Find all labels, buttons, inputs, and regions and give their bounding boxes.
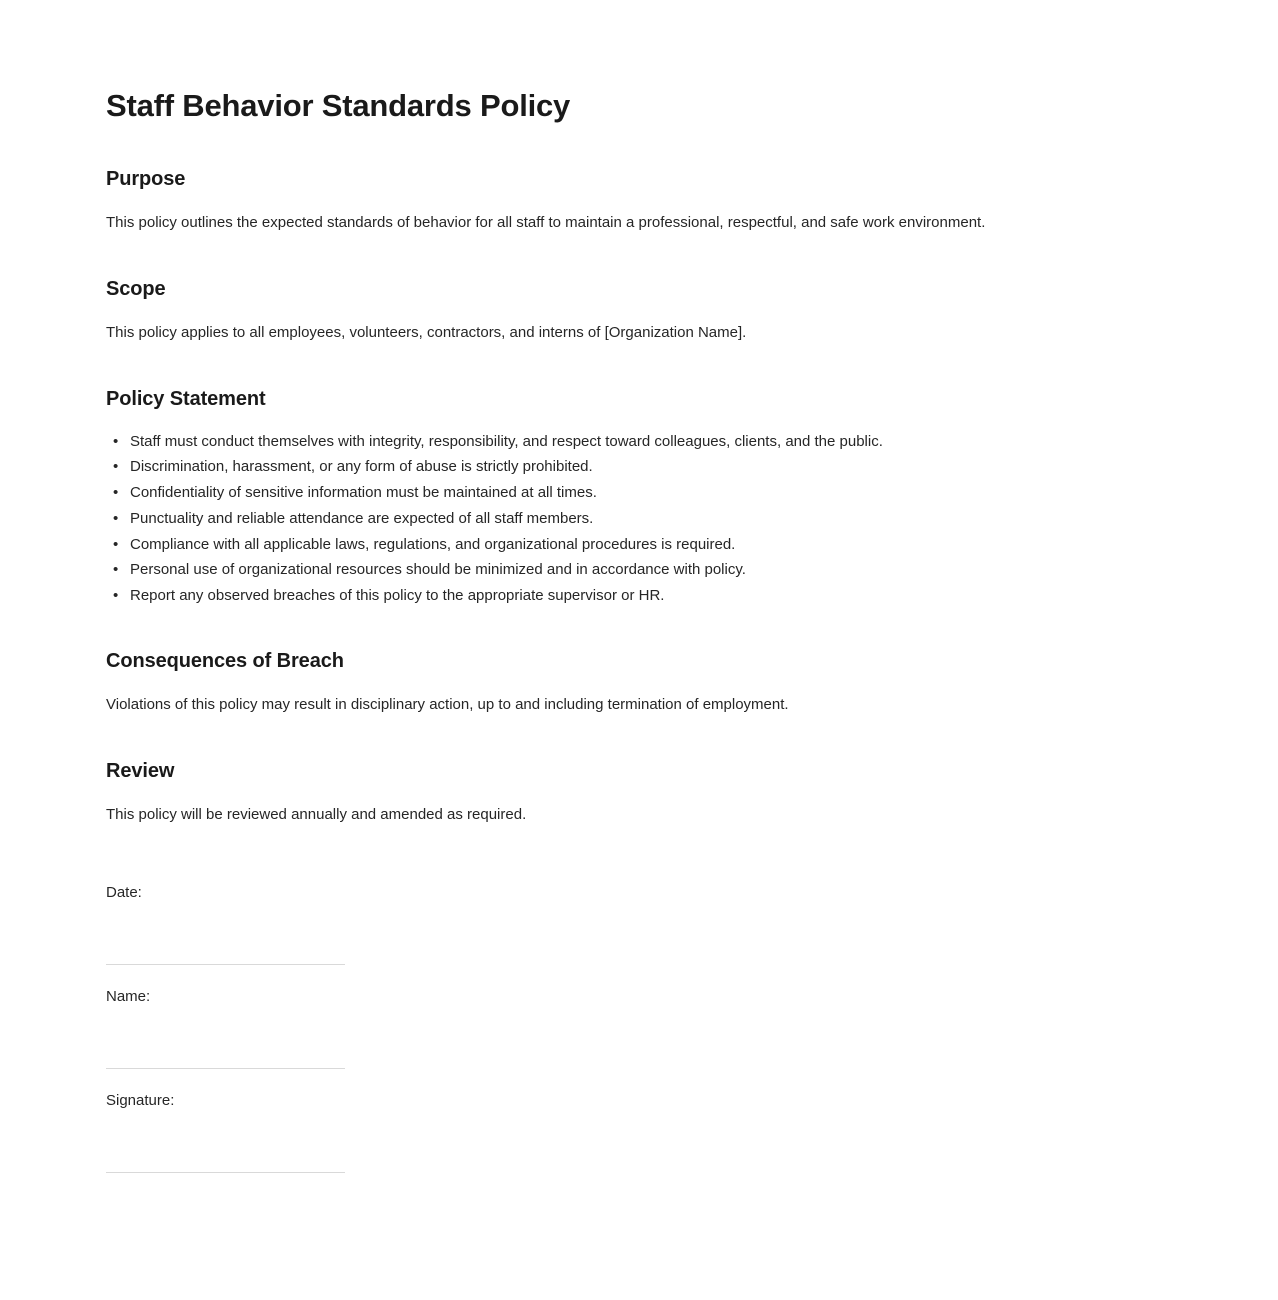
signature-signature-line xyxy=(106,1172,345,1173)
section-body-purpose: This policy outlines the expected standards of behavior for all staff to maintain a professional, respectful, and safe work environment. xyxy=(106,214,986,231)
date-signature-line xyxy=(106,964,345,965)
section-body-consequences: Violations of this policy may result in disciplinary action, up to and including termination of employment. xyxy=(106,696,789,714)
section-consequences xyxy=(106,650,1158,716)
section-purpose xyxy=(106,168,1158,234)
name-label: Name: xyxy=(106,987,151,1005)
section-review xyxy=(106,760,1158,826)
policy-statement-list xyxy=(106,432,1158,607)
date-label: Date: xyxy=(106,883,142,901)
signature-field-date xyxy=(106,884,345,965)
policy-list-item: • Punctuality and reliable attendance are expected of all staff members. xyxy=(130,509,1158,529)
name-signature-line xyxy=(106,1068,345,1069)
section-heading-scope: Scope xyxy=(106,277,166,300)
signature-field-signature xyxy=(106,1092,345,1173)
policy-list-item: • Confidentiality of sensitive information must be maintained at all times. xyxy=(130,483,1158,503)
document-title: Staff Behavior Standards Policy xyxy=(106,88,571,123)
policy-list-item: • Report any observed breaches of this policy to the appropriate supervisor or HR. xyxy=(130,586,1158,606)
section-heading-policy-statement: Policy Statement xyxy=(106,387,266,410)
policy-list-item: • Compliance with all applicable laws, regulations, and organizational procedures is required. xyxy=(130,535,1158,555)
signature-label: Signature: xyxy=(106,1091,175,1109)
signature-field-name xyxy=(106,988,345,1069)
section-heading-review: Review xyxy=(106,760,175,782)
section-heading-consequences: Consequences of Breach xyxy=(106,650,344,673)
signature-block xyxy=(106,884,1158,1173)
section-body-review: This policy will be reviewed annually and amended as required. xyxy=(106,806,527,823)
policy-list-item: • Discrimination, harassment, or any form of abuse is strictly prohibited. xyxy=(130,457,1158,477)
section-heading-purpose: Purpose xyxy=(106,168,186,190)
section-policy-statement xyxy=(106,388,1158,607)
policy-list-item: • Personal use of organizational resources should be minimized and in accordance with policy. xyxy=(130,560,1158,580)
section-body-scope: This policy applies to all employees, volunteers, contractors, and interns of [Organization Name]. xyxy=(106,323,747,341)
section-scope xyxy=(106,278,1158,344)
policy-list-item: • Staff must conduct themselves with integrity, responsibility, and respect toward colleagues, clients, and the public. xyxy=(130,432,1158,452)
